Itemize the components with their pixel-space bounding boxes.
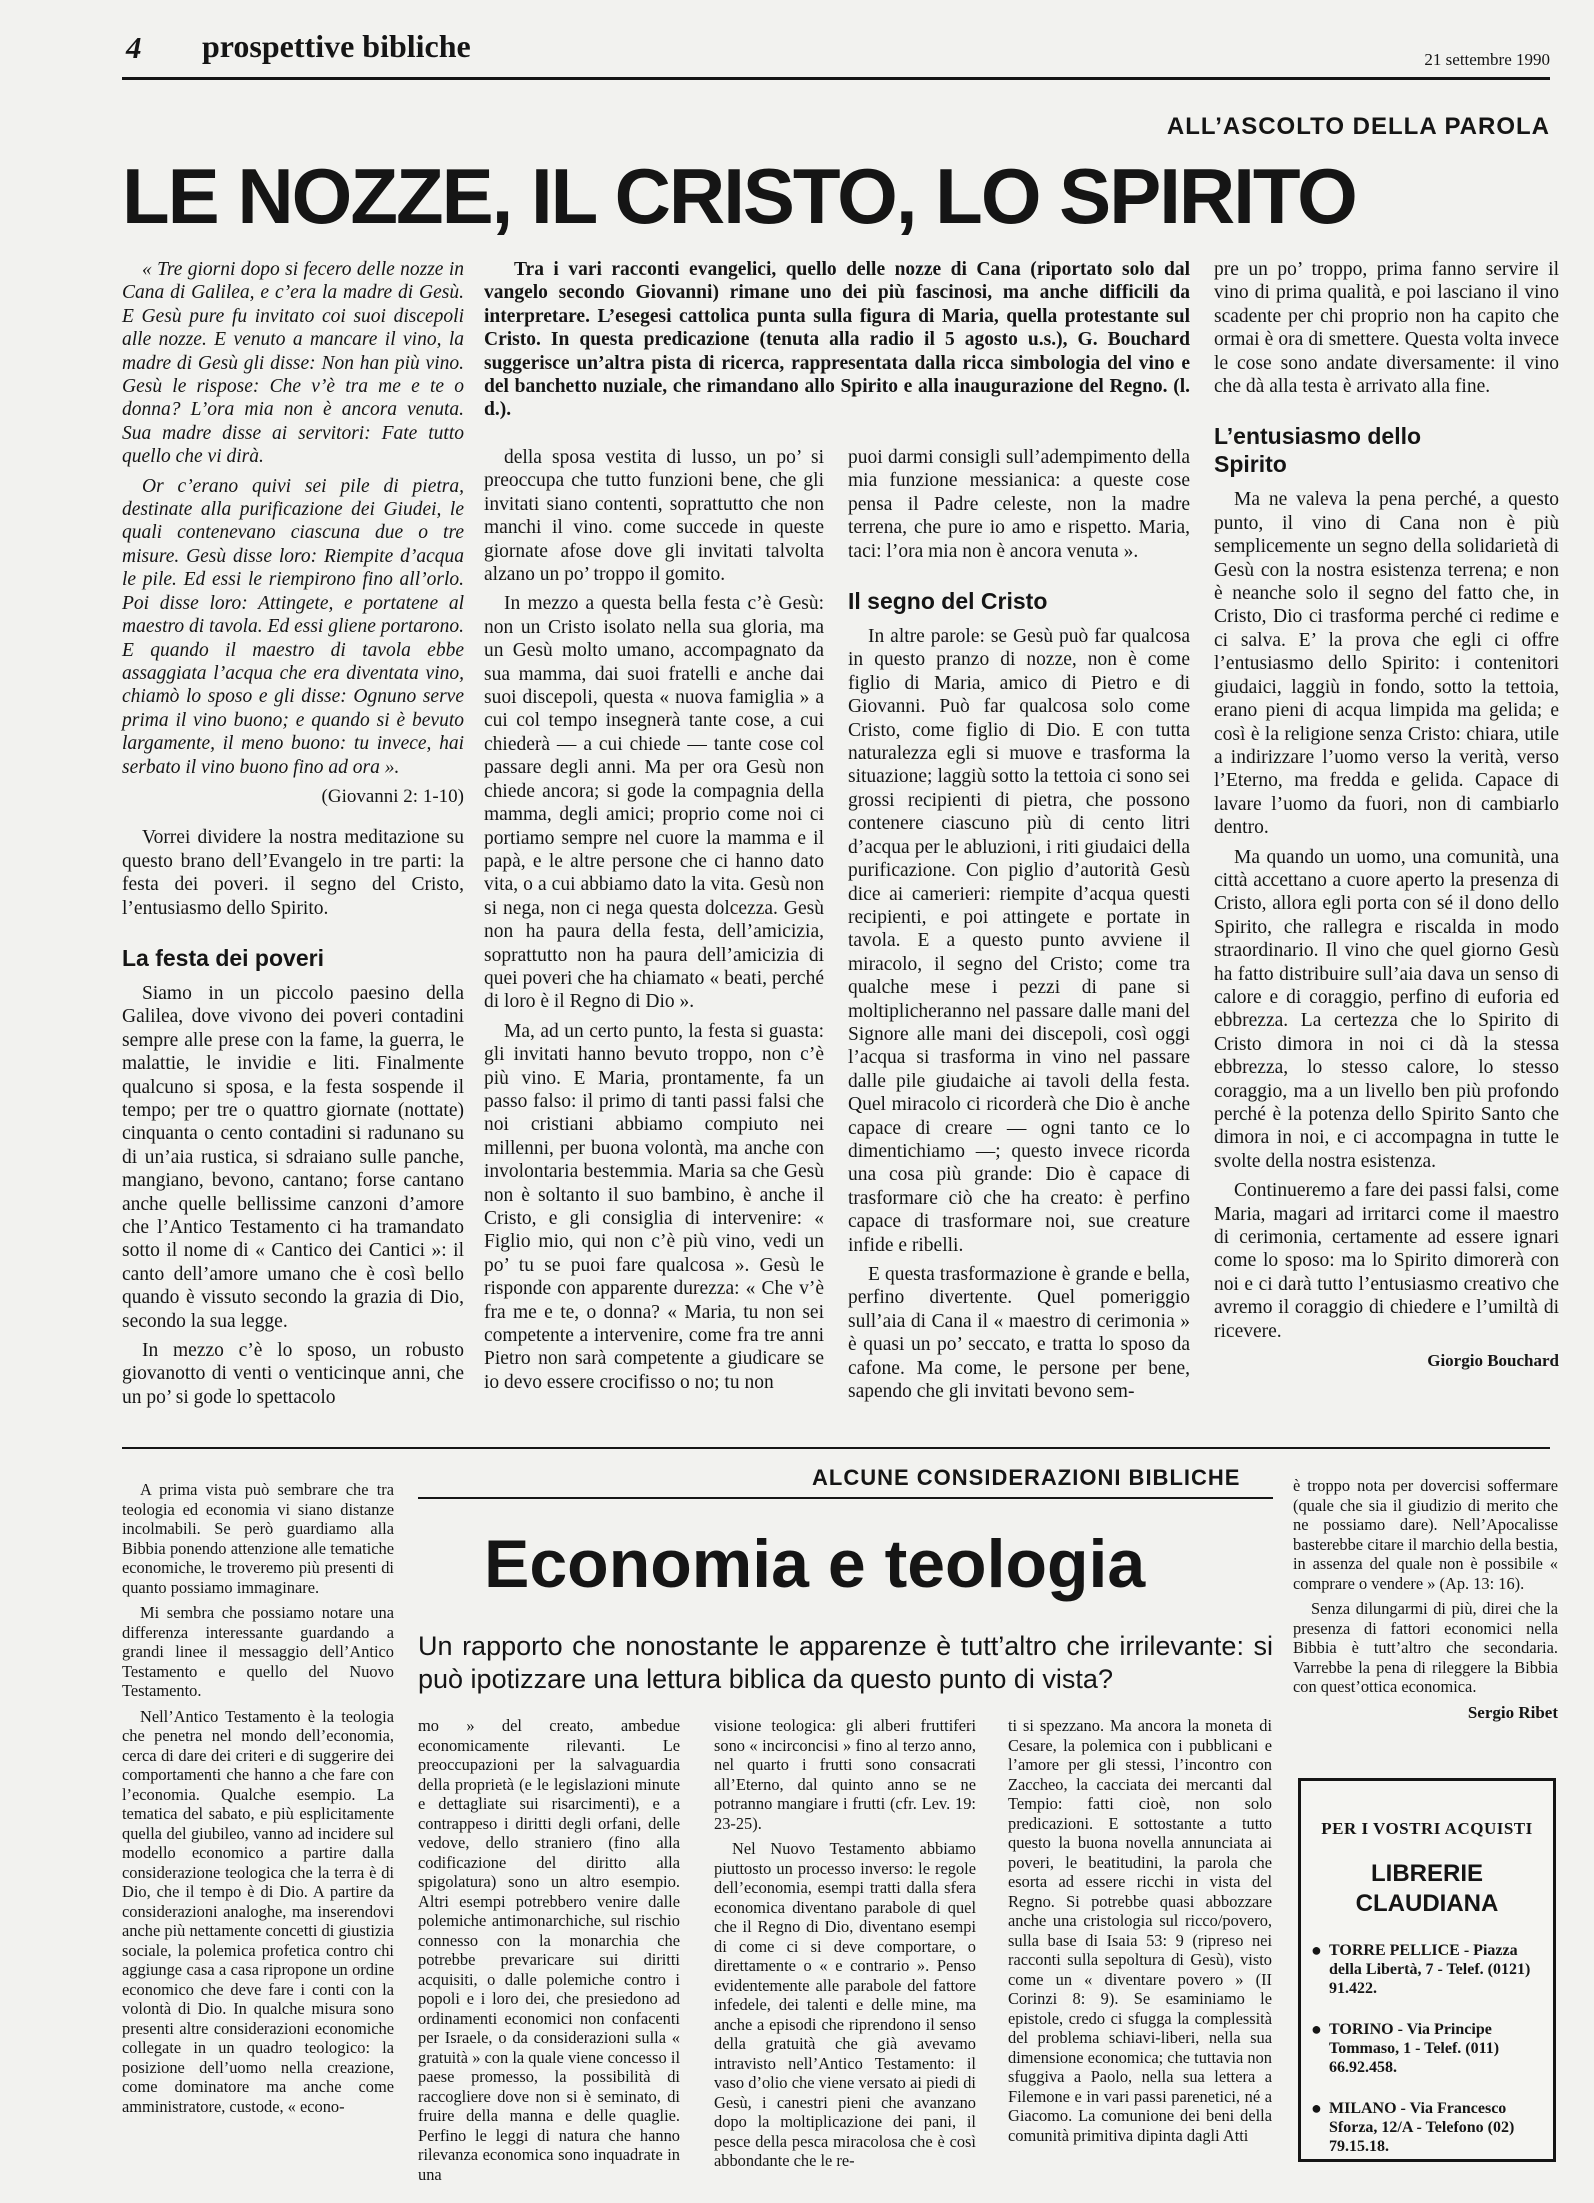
paragraph: A prima vista può sembrare che tra teologia ed economia vi siano distanze incolmabili. Se però guardiamo alla Bibbia ponendo attenzione alle tematiche economiche, le troveremo più presenti di quanto possiamo immaginare. [122,1480,394,1597]
article1-intro: Tra i vari racconti evangelici, quello delle nozze di Cana (riportato solo dal vangelo secondo Giovanni) rimane uno dei più fascinosi, ma anche difficili da interpretare. L’esegesi cattolica punta sulla figura di Maria, quella protestante sul Cristo. In questa predicazione (tenuta alla radio il 5 agosto u.s.), G. Bouchard suggerisce un’altra pista di ricerca, rappresentata dalla ricca simbologia del vino e del banchetto nuziale, che rimandano allo Spirito e alla inaugurazione del Regno. (l. d.). [484,259,1190,421]
header-rule [122,77,1550,80]
page-number: 4 [126,30,142,65]
ad-title: LIBRERIE CLAUDIANA [1355,1860,1499,1917]
paragraph: Vorrei dividere la nostra meditazione su questo brano dell’Evangelo in tre parti: la festa dei poveri. il segno del Cristo, l’entusiasmo dello Spirito. [122,827,464,919]
article2-column-3 [714,1716,976,2177]
paragraph: mo » del creato, ambedue economicamente rilevanti. Le preoccupazioni per la salvaguardia della proprietà (e le legislazioni minute e dettagliate sui risarcimenti), e a contrappeso i diritti degli orfani, delle vedove, dello straniero (fino alla codificazione del diritto alla spigolatura) sono un altro esempio. Altri esempi potrebbero venire dalle polemiche antimonarchiche, sul rischio connesso con la monarchia che potrebbe prevaricare sui diritti acquisiti, o dalle polemiche contro i popoli e i loro dei, che presiedono ad ordinamenti economici non confacenti per Israele, o da considerazioni sulla « gratuità » con la quale viene concesso il paese promesso, la possibilità di raccogliere dove non si è seminato, di fruire della manna e delle quaglie. Perfino le leggi di natura che hanno rilevanza economica sono inquadrate in una [418,1716,680,2184]
article2-column-5 [1293,1476,1558,1722]
shop-item [1311,2020,1543,2077]
issue-date: 21 settembre 1990 [1424,50,1550,69]
shop-address: MILANO - Via Francesco Sforza, 12/A - Telefono (02) 79.15.18. [1329,2100,1515,2155]
article1-kicker: ALL’ASCOLTO DELLA PAROLA [1166,113,1550,140]
shop-item [1311,1941,1543,1998]
paragraph: Ma ne valeva la pena perché, a questo punto, il vino di Cana non è più semplicemente un segno della solidarietà di Gesù con la nostra esistenza terrena; e non è neanche solo il segno del fatto che, in Cristo, Dio ci trasforma perché ci redime e ci salva. E’ la prova che egli ci offre l’entusiasmo dello Spirito: i contenitori giudaici, laggiù in fondo, sotto la tettoia, erano pieni di acqua limpida ma gelida; e così è la religione senza Cristo: chiara, utile a indirizzare l’uomo verso la verità, verso l’Eterno, ma fredda e gelida. Capace di lavare l’uomo da fuori, non di cambiarlo dentro. [1214,489,1559,839]
article2-column-4 [1008,1716,1272,2151]
article1-title: LE NOZZE, IL CRISTO, LO SPIRITO [122,152,1356,240]
paragraph: Nel Nuovo Testamento abbiamo piuttosto un processo inverso: le regole dell’economia, esempi tratti dalla sfera economica diventano parabole di quel che il Regno di Dio, diventano esempi di come ci si deve comportare, o direttamente o « e contrario ». Penso evidentemente alle parabole del fattore infedele, dei talenti e delle mine, ma anche a episodi che riprendono il senso della gratuità che già avevamo intravisto nell’Antico Testamento: il vaso d’olio che viene versato ai piedi di Gesù, i canestri pieni che avanzano dopo la moltiplicazione dei pani, il pesce della pesca miracolosa che è così abbondante che le re- [714,1839,976,2170]
gospel-reference: (Giovanni 2: 1-10) [321,785,464,807]
section-divider [122,1447,1550,1449]
bullet-icon: ● [1311,2019,1322,2039]
paragraph: In mezzo a questa bella festa c’è Gesù: non un Cristo isolato nella sua gloria, ma un Gesù molto umano, accompagnato da sua mamma, dai suoi fratelli e anche dai suoi discepoli, questa « nuova famiglia » a cui col tempo insegnerà tante cose, a cui chiederà — a cui chiede — tante cose col passare degli anni. Ma per ora Gesù non chiede ancora; si gode la compagnia della mamma, degli amici; proprio come noi ci portiamo sempre nel cuore la mamma e il papà, e le altre persone che ci hanno dato vita, o a cui abbiamo dato la vita. Gesù non si nega, non ci nega questa dolcezza. Gesù non ha paura della festa, dell’amicizia, soprattutto non ha paura dell’amicizia di quei poveri che ha chiamato « beati, perché di loro è il Regno di Dio ». [484,593,824,1013]
article1-column-1 [122,258,464,1415]
bullet-icon: ● [1311,1940,1322,1960]
paragraph: pre un po’ troppo, prima fanno servire il vino di prima qualità, e poi lasciano il vino scadente per chi proprio non ha capito che ormai è ora di smettere. Questa volta invece le cose sono andate diversamente: il vino che dà alla testa è arrivato alla fine. [1214,259,1559,398]
article2-column-2 [418,1716,680,2190]
paragraph: In altre parole: se Gesù può far qualcosa in questo pranzo di nozze, non è come figlio di Maria, amico di Pietro e di Giovanni. Può far qualcosa solo come Cristo, come figlio di Dio. E con tutta naturalezza egli si muove e trasforma la situazione; laggiù sotto la tettoia ci sono sei grossi recipienti di pietra, che possono contenere ciascuno più di cento litri d’acqua per le abluzioni, i riti giudaici della purificazione. Con piglio d’autorità Gesù dice ai camerieri: riempite d’acqua questi recipienti, e poi attingete e portate in tavola. E a questo punto avviene il miracolo, il segno del Cristo; come tra qualche mese i pezzi di pane si moltiplicheranno nel passare dalle mani del Signore alle mani dei discepoli, così oggi l’acqua si trasforma in vino nel passare dalle pile giudaiche ai tavoli della festa. Quel miracolo ci ricorderà che Dio è anche capace di creare — ogni tanto ce lo dimentichiamo —; questo invece ricorda una cosa più grande: Dio è capace di trasformare ciò che ha creato: è perfino capace di trasformare noi, sue creature infide e ribelli. [848,626,1190,1256]
paragraph: Siamo in un piccolo paesino della Galilea, dove vivono dei poveri contadini sempre alle prese con la fame, la guerra, le malattie, le invidie e liti. Finalmente qualcuno si sposa, e la festa sospende il tempo; per tre o quattro giornate (nottate) cinquanta o cento contadini si radunano su di un’aia rustica, si sdraiano sulle panche, mangiano, bevono, cantano; forse cantano anche quelle bellissime canzoni d’amore che l’Antico Testamento ci ha tramandato sotto il nome di « Cantico dei Cantici »: il canto dell’amore umano che è così bello quando è vissuto secondo la grazia di Dio, secondo la sua legge. [122,982,464,1332]
bullet-icon: ● [1311,2098,1322,2118]
article1-column-3 [848,446,1190,1409]
paragraph: è troppo nota per dovercisi soffermare (quale che sia il giudizio di merito che ne possiamo dare). Nell’Apocalisse basterebbe citare il marchio della bestia, in assenza del quale non è possibile « comprare o vendere » (Ap. 13: 16). [1293,1476,1558,1593]
article2-kicker: ALCUNE CONSIDERAZIONI BIBLICHE [812,1465,1241,1490]
ad-heading: PER I VOSTRI ACQUISTI [1321,1819,1533,1838]
paragraph: visione teologica: gli alberi fruttiferi sono « incirconcisi » fino al terzo anno, nel quarto i frutti sono consacrati all’Eterno, dal quinto anno se ne potranno mangiare i frutti (cfr. Lev. 19: 23-25). [714,1716,976,1833]
subheading-segno: Il segno del Cristo [848,588,1048,615]
article1-author: Giorgio Bouchard [1427,1351,1559,1371]
article2-author: Sergio Ribet [1467,1702,1558,1722]
paragraph: Mi sembra che possiamo notare una differenza interessante guardando a grandi linee il messaggio dell’Antico Testamento e quello del Nuovo Testamento. [122,1603,394,1700]
paragraph: ti si spezzano. Ma ancora la moneta di Cesare, la polemica con i pubblicani e l’amore per gli stessi, l’incontro con Zaccheo, la cacciata dei mercanti dal Tempio: fatti cioè, non solo predicazioni. E sottostante a tutto questo la buona novella annunciata ai poveri, le beatitudini, la parola che esorta ad essere ricchi in vista del Regno. Si potrebbe quasi abbozzare anche una cristologia sul ricco/povero, sulla base di Isaia 53: 9 (ripreso nei racconti sulla sepoltura di Gesù), visto come un « diventare povero » (II Corinzi 8: 9). Se esaminiamo le epistole, credo ci sfugga la complessità del problema schiavi-liberi, nella sua dimensione economica; che tuttavia non sfuggiva a Paolo, nella sua lettera a Filemone e in vari passi parenetici, né a Giacomo. La comunione dei beni della comunità primitiva dipinta dagli Atti [1008,1716,1272,2145]
shop-address: TORRE PELLICE - Piazza della Libertà, 7 - Telef. (0121) 91.422. [1329,1942,1531,1997]
gospel-quote-2: Or c’erano quivi sei pile di pietra, destinate alla purificazione dei Giudei, le quali contenevano ciascuna due o tre misure. Gesù disse loro: Riempite d’acqua le pile. Ed essi le riempirono fino all’orlo. Poi disse loro: Attingete, e portatene al maestro di tavola. Ed essi gliene portarono. E quando il maestro di tavola ebbe assaggiata l’acqua che era diventata vino, chiamò lo sposo e gli disse: Ognuno serve prima il vino buono; e quando si è bevuto largamente, il meno buono: tu invece, hai serbato il vino buono fino ad ora ». [122,475,464,778]
paragraph: Continueremo a fare dei passi falsi, come Maria, magari ad irritarci come il maestro di cerimonia, certamente ad essere ignari come lo sposo: ma lo Spirito dimorerà con noi e ci darà tutto l’entusiasmo creativo che avremo il coraggio di chiedere e l’umiltà di ricevere. [1214,1180,1559,1342]
subheading-festa: La festa dei poveri [122,944,324,971]
paragraph: Senza dilungarmi di più, direi che la presenza di fattori economici nella Bibbia è tutt’altro che secondaria. Varrebbe la pena di rileggere la Bibbia con quest’ottica economica. [1293,1599,1558,1696]
paragraph: In mezzo c’è lo sposo, un robusto giovanotto di venti o venticinque anni, che un po’ si gode lo spettacolo [122,1340,464,1408]
article2-column-1 [122,1480,394,2122]
paragraph: Nell’Antico Testamento è la teologia che penetra nel mondo dell’economia, cerca di dare dei criteri e di suggerire dei comportamenti che hanno a che fare con l’economia. Qualche esempio. La tematica del sabato, e più esplicitamente quella del giubileo, vanno ad incidere sul modello economico a partire dalla considerazione teologica che la terra è di Dio, che il tempo è di Dio. A partire da considerazioni analoghe, ma inserendovi anche più nettamente concetti di giustizia sociale, la polemica profetica contro chi aggiunge casa a casa ripropone un ordine economico che deve fare i conti con la volontà di Dio. In qualche misura sono presenti altre considerazioni economiche collegate in un quadro teologico: la posizione dell’uomo nella creazione, come dominatore ma anche come amministratore, custode, « econo- [122,1706,394,2116]
paragraph: Ma, ad un certo punto, la festa si guasta: gli invitati hanno bevuto troppo, non c’è più vino. E Maria, prontamente, fa un passo falso: il primo di tanti passi falsi che noi cristiani abbiamo compiuto nei millenni, per buona volontà, ma anche con involontaria bestemmia. Maria sa che Gesù non è soltanto il suo bambino, è anche il Cristo, e gli consiglia di intervenire: « Figlio mio, qui non c’è più vino, vedi un po’ tu se puoi fare qualcosa ». Gesù le risponde con apparente durezza: « Che v’è fra me e te, o donna? « Maria, tu non sei competente a intervenire, come fra tre anni Pietro non sarà competente a giudicare se io devo essere crocifisso o no; tu non [484,1020,824,1393]
article2-title: Economia e teologia [484,1526,1146,1602]
paragraph: della sposa vestita di lusso, un po’ si preoccupa che tutto funzioni bene, che gli invitati siano contenti, soprattutto che non manchi il vino. come succede in queste giornate afose dove gli invitati talvolta alzano un po’ troppo il gomito. [484,447,824,586]
paragraph: puoi darmi consigli sull’adempimento della mia funzione messianica: a queste cose pensa il Padre celeste, non la madre terrena, che pure io amo e rispetto. Maria, taci: l’ora mia non è ancora venuta ». [848,447,1190,562]
article2-rule [418,1497,1273,1499]
subheading-entusiasmo: L’entusiasmo dello Spirito [1214,423,1422,478]
paragraph: Ma quando un uomo, una comunità, una città accettano a cuore aperto la presenza di Cristo, allora egli porta con sé il dono dello Spirito, che rallegra e riscalda in modo straordinario. Il vino che quel giorno Gesù ha fatto distribuire sull’aia dava un senso di calore e di coraggio, perfino di euforia ed ebbrezza. La certezza che lo Spirito di Cristo dimora in noi ci dà la stessa ebbrezza, lo stesso calore, lo stesso coraggio, ma a un livello ben più profondo perché è la potenza dello Spirito Santo che dimora in noi, e ci accompagna in tutte le svolte della nostra esistenza. [1214,846,1559,1172]
article2-deck: Un rapporto che nonostante le apparenze è tutt’altro che irrilevante: si può ipotizzare una lettura biblica da questo punto di vista? [418,1631,1273,1694]
shop-address: TORINO - Via Principe Tommaso, 1 - Telef. (011) 66.92.458. [1329,2021,1500,2076]
shop-item [1311,2099,1543,2156]
paragraph: E questa trasformazione è grande e bella, perfino divertente. Quel pomeriggio sull’aia di Cana il « maestro di cerimonia » è quasi un po’ seccato, e tratta lo sposo da cafone. Ma come, le persone per bene, sapendo che gli invitati bevono sem- [848,1264,1190,1403]
publication-name: prospettive bibliche [202,28,471,64]
gospel-quote: « Tre giorni dopo si fecero delle nozze in Cana di Galilea, e c’era la madre di Gesù. E Gesù pure fu invitato coi suoi discepoli alle nozze. E venuto a mancare il vino, la madre di Gesù gli disse: Non han più vino. Gesù le rispose: Che v’è tra me e te o donna? L’ora mia non è ancora venuta. Sua madre disse ai servitori: Fate tutto quello che vi dirà. [122,259,464,468]
article1-column-2 [484,446,824,1400]
bookstore-ad [1298,1778,1556,2162]
article1-column-4 [1214,258,1559,1372]
